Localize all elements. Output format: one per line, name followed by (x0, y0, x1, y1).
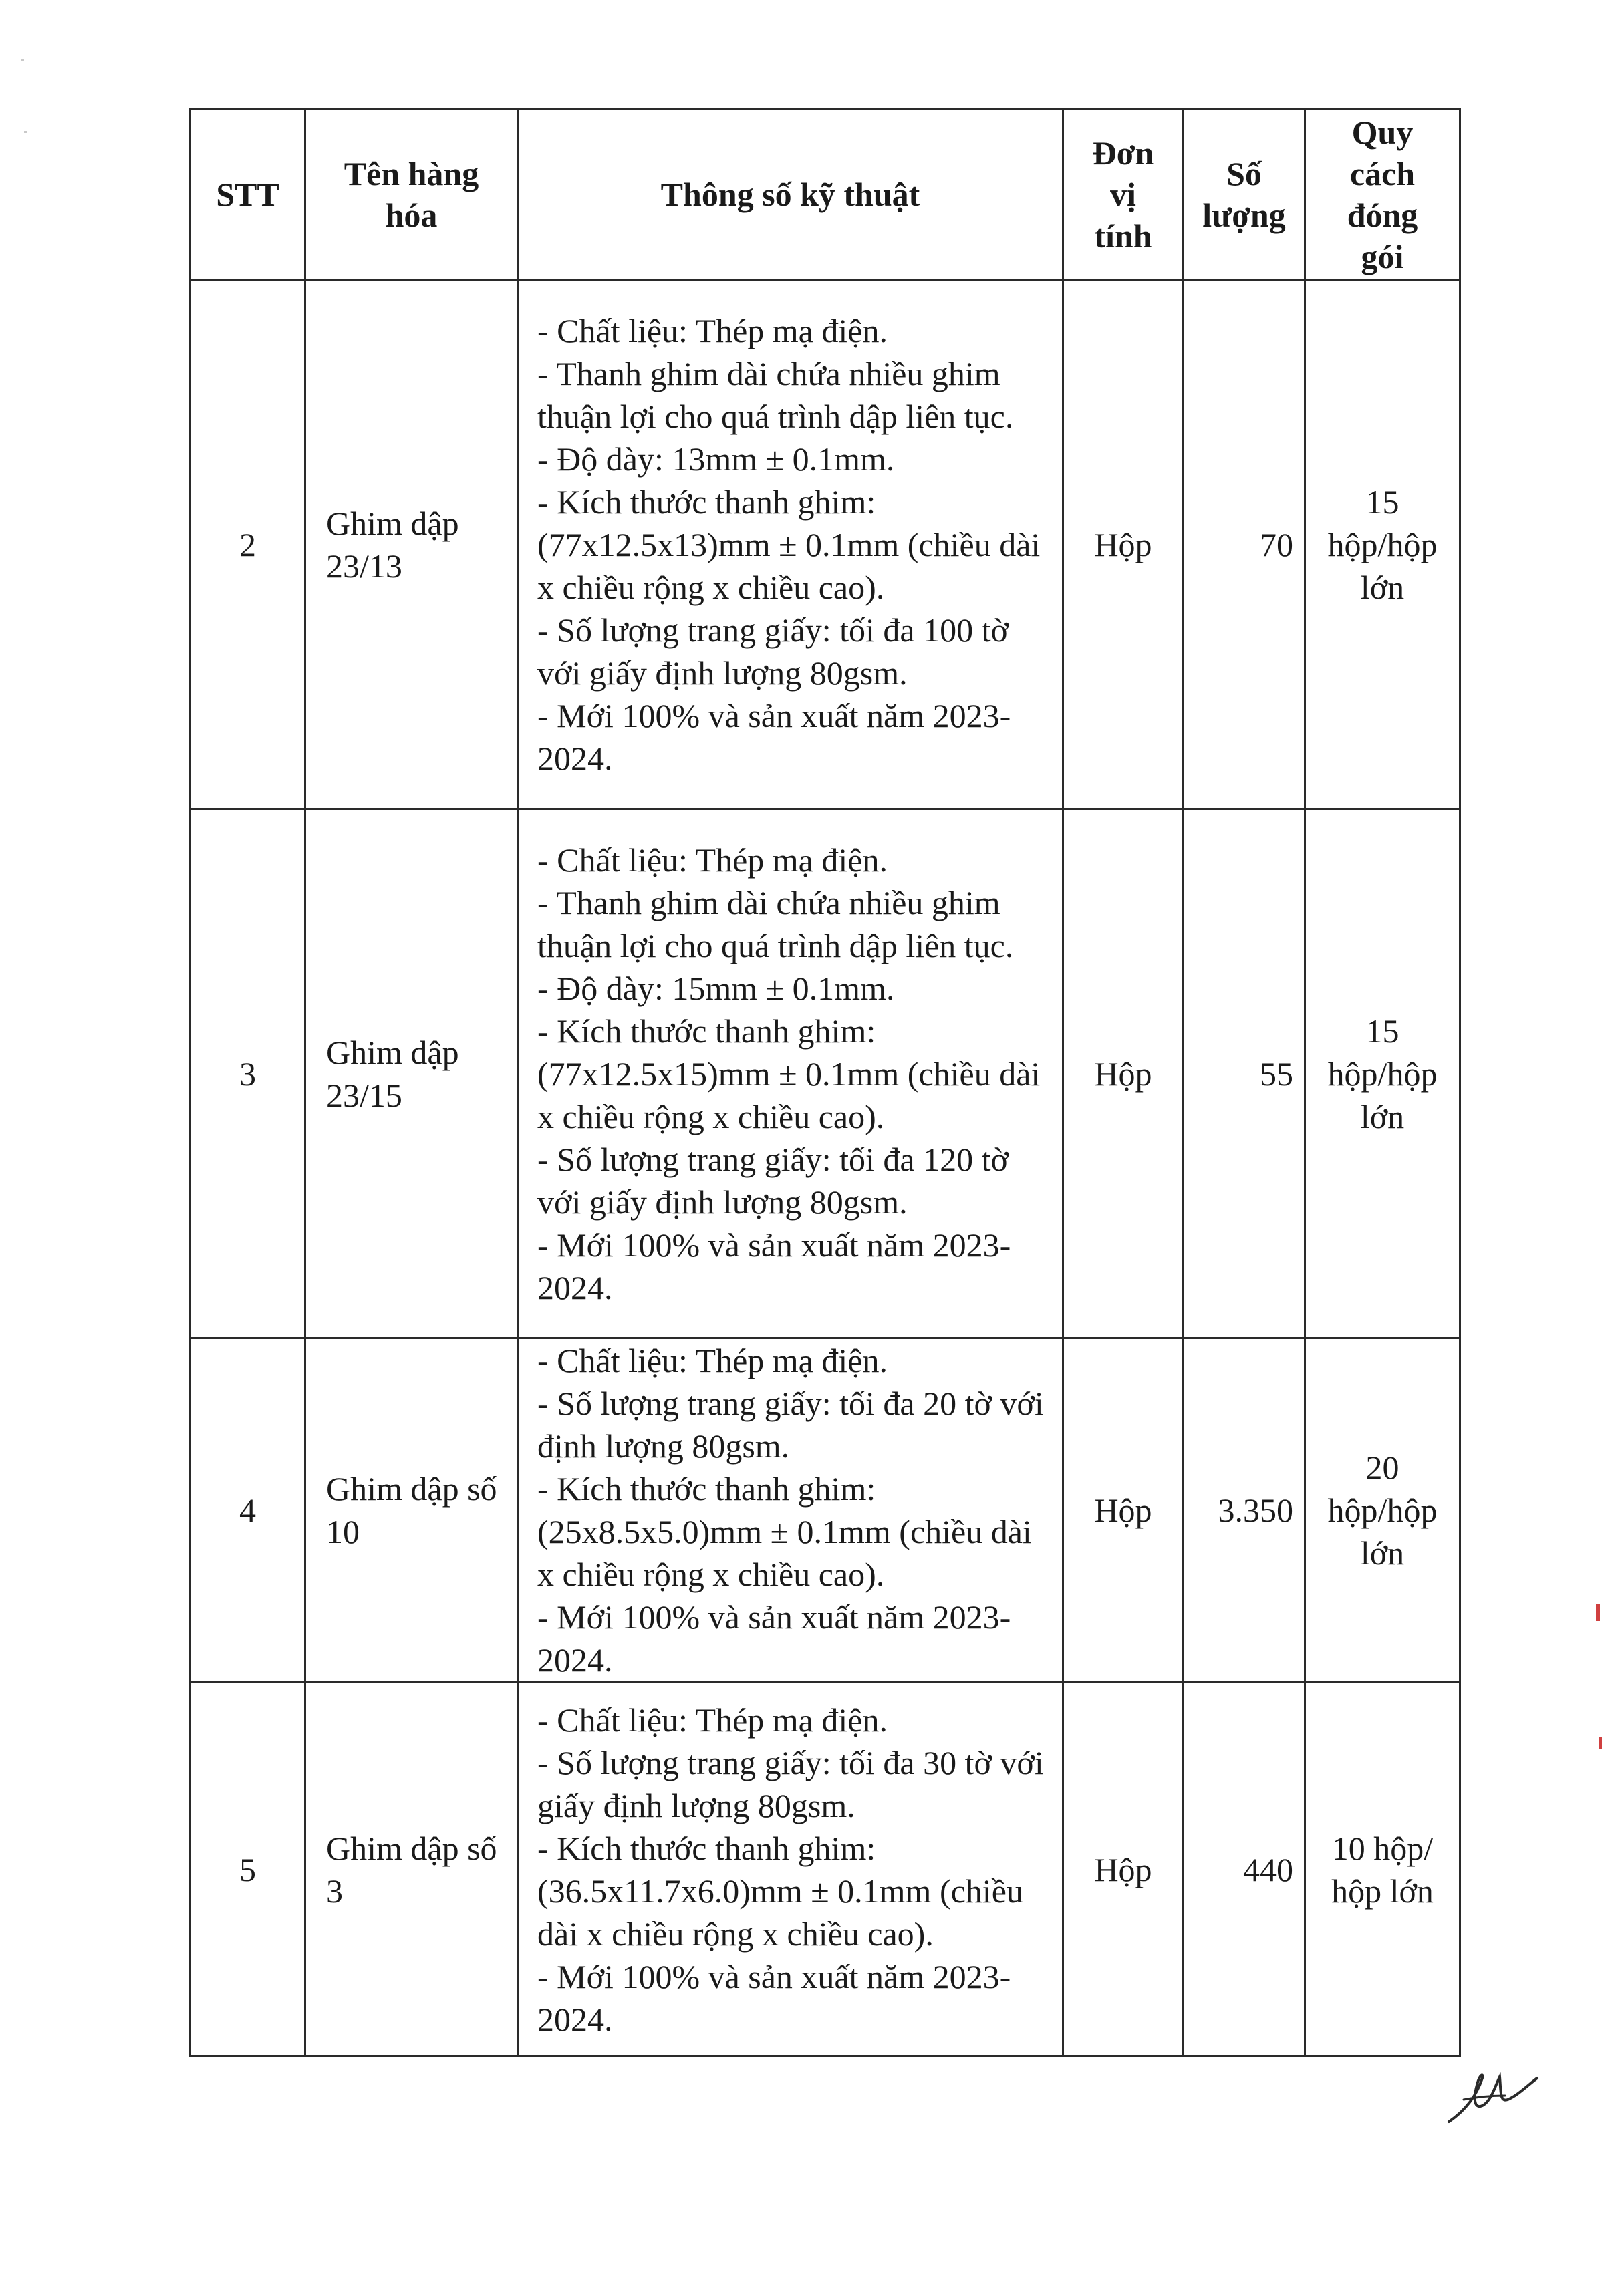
spec-line: - Kích thước thanh ghim: (77x12.5x13)mm ± 0.1mm (chiều dài x chiều rộng x chiều cao). (537, 482, 1041, 606)
scan-speck (1596, 1604, 1600, 1621)
table-row (190, 1338, 1460, 1683)
row-stt: 2 (190, 280, 305, 809)
table-row (190, 809, 1460, 1338)
row-pack: 20 hộp/hộp lớn (1305, 1338, 1460, 1683)
row-spec (518, 809, 1063, 1338)
spec-line: - Số lượng trang giấy: tối đa 120 tờ với giấy định lượng 80gsm. (537, 1140, 1009, 1221)
spec-line: - Chất liệu: Thép mạ điện. (537, 1701, 888, 1739)
row-stt: 4 (190, 1338, 305, 1683)
spec-line: - Mới 100% và sản xuất năm 2023-2024. (537, 1226, 1011, 1306)
spec-line: - Số lượng trang giấy: tối đa 20 tờ với định lượng 80gsm. (537, 1385, 1044, 1465)
row-stt: 3 (190, 809, 305, 1338)
table-row (190, 1683, 1460, 2057)
spec-line: - Thanh ghim dài chứa nhiều ghim thuận lợi cho quá trình dập liên tục. (537, 883, 1014, 964)
table-row (190, 280, 1460, 809)
spec-line: - Số lượng trang giấy: tối đa 100 tờ với giấy định lượng 80gsm. (537, 611, 1009, 692)
row-qty: 440 (1184, 1683, 1305, 2057)
spec-line: - Chất liệu: Thép mạ điện. (537, 1342, 888, 1379)
row-name: Ghim dập 23/13 (305, 280, 518, 809)
row-qty: 3.350 (1184, 1338, 1305, 1683)
row-name: Ghim dập số 10 (305, 1338, 518, 1683)
spec-line: - Độ dày: 15mm ± 0.1mm. (537, 969, 895, 1007)
spec-line: - Mới 100% và sản xuất năm 2023-2024. (537, 1598, 1011, 1679)
row-spec (518, 1683, 1063, 2057)
goods-spec-table (189, 108, 1461, 2057)
spec-line: - Kích thước thanh ghim: (25x8.5x5.0)mm ± 0.1mm (chiều dài x chiều rộng x chiều cao). (537, 1470, 1032, 1593)
spec-line: - Số lượng trang giấy: tối đa 30 tờ với giấy định lượng 80gsm. (537, 1743, 1044, 1824)
header-qty: Số lượng (1184, 110, 1305, 280)
row-name: Ghim dập số 3 (305, 1683, 518, 2057)
header-stt: STT (190, 110, 305, 280)
signature-mark (1444, 2058, 1544, 2132)
row-pack: 10 hộp/ hộp lớn (1305, 1683, 1460, 2057)
row-unit: Hộp (1063, 1683, 1184, 2057)
row-pack: 15 hộp/hộp lớn (1305, 809, 1460, 1338)
spec-line: - Chất liệu: Thép mạ điện. (537, 841, 888, 879)
spec-line: - Độ dày: 13mm ± 0.1mm. (537, 440, 895, 478)
header-pack: Quy cách đóng gói (1305, 110, 1460, 280)
header-name: Tên hàng hóa (305, 110, 518, 280)
header-spec: Thông số kỹ thuật (518, 110, 1063, 280)
row-unit: Hộp (1063, 280, 1184, 809)
spec-line: - Mới 100% và sản xuất năm 2023-2024. (537, 1957, 1011, 2038)
table-header-row (190, 110, 1460, 280)
row-pack: 15 hộp/hộp lớn (1305, 280, 1460, 809)
spec-line: - Chất liệu: Thép mạ điện. (537, 311, 888, 349)
row-unit: Hộp (1063, 809, 1184, 1338)
row-stt: 5 (190, 1683, 305, 2057)
row-unit: Hộp (1063, 1338, 1184, 1683)
row-spec (518, 1338, 1063, 1683)
scan-speck (1599, 1737, 1602, 1749)
scan-speck (24, 131, 27, 133)
spec-line: - Mới 100% và sản xuất năm 2023-2024. (537, 696, 1011, 777)
row-qty: 55 (1184, 809, 1305, 1338)
scan-speck (21, 59, 24, 61)
spec-line: - Kích thước thanh ghim: (77x12.5x15)mm ± 0.1mm (chiều dài x chiều rộng x chiều cao). (537, 1012, 1041, 1135)
row-name: Ghim dập 23/15 (305, 809, 518, 1338)
header-unit: Đơn vị tính (1063, 110, 1184, 280)
spec-line: - Kích thước thanh ghim: (36.5x11.7x6.0)mm ± 0.1mm (chiều dài x chiều rộng x chiều cao). (537, 1829, 1023, 1953)
spec-line: - Thanh ghim dài chứa nhiều ghim thuận lợi cho quá trình dập liên tục. (537, 354, 1014, 435)
row-qty: 70 (1184, 280, 1305, 809)
row-spec (518, 280, 1063, 809)
